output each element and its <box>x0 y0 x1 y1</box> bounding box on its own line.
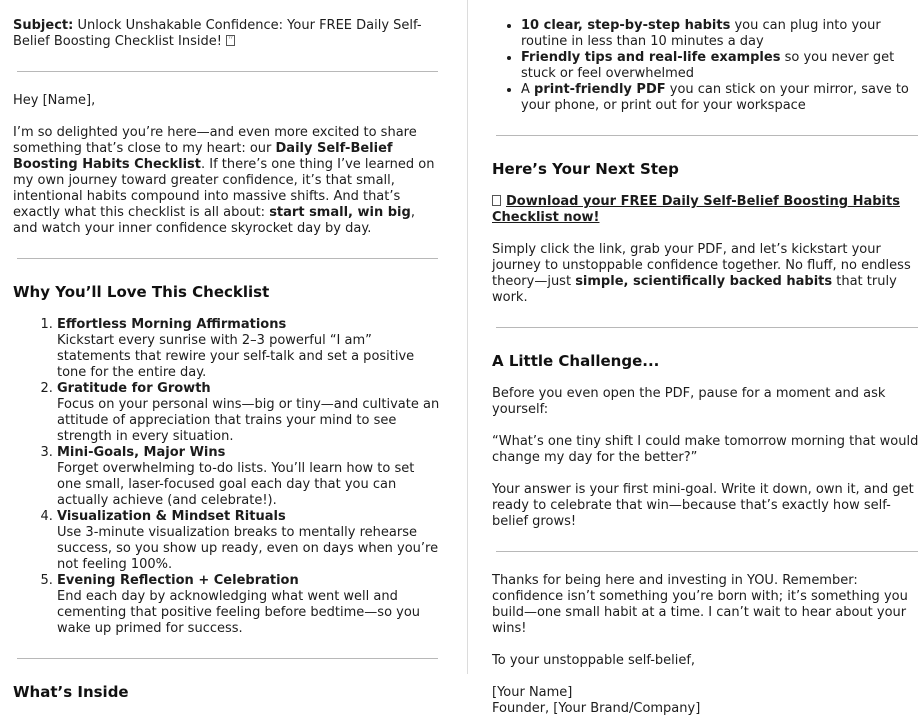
subject-text: Unlock Unshakable Confidence: Your FREE Daily Self-Belief Boosting Checklist Inside! <box>13 18 422 49</box>
signoff: To your unstoppable self-belief, <box>492 653 696 668</box>
list-item-body: Forget overwhelming to-do lists. You’ll learn how to set one small, laser-focused goal each day that you can actually achieve (and celebrate!). <box>57 461 415 508</box>
list-item-title: Effortless Morning Affirmations <box>57 317 287 332</box>
intro-text: I’m so delighted you’re here—and even more excited to share something that’s close to my heart: our <box>13 125 417 156</box>
bullet-text: A <box>521 82 535 97</box>
divider-rule <box>496 551 918 552</box>
challenge-quote: “What’s one tiny shift I could make tomorrow morning that would change my day for the better?” <box>492 434 919 465</box>
whats-inside-heading: What’s Inside <box>13 683 129 701</box>
list-item-title: Visualization & Mindset Rituals <box>57 509 286 524</box>
divider-rule <box>17 258 438 259</box>
list-item <box>521 50 922 82</box>
list-item-body: Focus on your personal wins—big or tiny—and cultivate an attitude of appreciation that trains your mind to see strength in every situation. <box>57 397 440 444</box>
intro-bold-start-small: start small, win big <box>269 205 411 220</box>
divider-rule <box>496 327 918 328</box>
left-column <box>0 0 468 701</box>
list-item <box>521 82 922 114</box>
intro-text: , and watch your inner confidence skyrocket day by day. <box>13 205 415 236</box>
bullet-text: you can stick on your mirror, save to your phone, or print out for your workspace <box>521 82 909 113</box>
subject-line <box>13 18 442 50</box>
bullet-text: so you never get stuck or feel overwhelmed <box>521 50 895 81</box>
challenge-intro: Before you even open the PDF, pause for a moment and ask yourself: <box>492 386 886 417</box>
intro-bold-checklist-name: Daily Self-Belief Boosting Habits Checklist <box>13 141 393 172</box>
list-item-title: Gratitude for Growth <box>57 381 211 396</box>
bullet-bold-text: Friendly tips and real-life examples <box>521 50 781 65</box>
whats-inside-list <box>492 18 922 114</box>
divider-rule <box>17 71 438 72</box>
list-item <box>57 573 442 637</box>
list-item <box>521 18 922 50</box>
bullet-bold-text: 10 clear, step-by-step habits <box>521 18 731 33</box>
simply-bold-habits: simple, scientifically backed habits <box>575 274 833 289</box>
right-column <box>468 0 924 716</box>
why-list <box>13 317 442 637</box>
intro-text: . If there’s one thing I’ve learned on my own journey toward greater confidence, it’s that small, intentional habits compound into massive shifts. And that’s exactly what this checklist is all about: <box>13 157 435 220</box>
challenge-followup: Your answer is your first mini-goal. Write it down, own it, and get ready to celebrate that win—because that’s exactly how self-belief grows! <box>492 482 914 529</box>
next-step-heading: Here’s Your Next Step <box>492 160 679 178</box>
challenge-heading: A Little Challenge... <box>492 352 660 370</box>
why-heading: Why You’ll Love This Checklist <box>13 283 270 301</box>
list-item <box>57 445 442 509</box>
list-item-body: End each day by acknowledging what went well and cementing that positive feeling before bedtime—so you wake up primed for success. <box>57 589 421 636</box>
simply-paragraph <box>492 242 922 306</box>
list-item-title: Mini-Goals, Major Wins <box>57 445 226 460</box>
divider-rule <box>17 658 438 659</box>
simply-text: that truly work. <box>492 274 897 305</box>
list-item <box>57 509 442 573</box>
signature-name: [Your Name] <box>492 685 573 700</box>
signature-title: Founder, [Your Brand/Company] <box>492 701 701 716</box>
thanks-paragraph: Thanks for being here and investing in YOU. Remember: confidence isn’t something you’re born with; it’s something you build—one small habit at a time. I can’t wait to hear about your wins! <box>492 573 908 636</box>
intro-paragraph <box>13 125 442 237</box>
list-item-title: Evening Reflection + Celebration <box>57 573 299 588</box>
list-item-body: Use 3-minute visualization breaks to mentally rehearse success, so you show up ready, even on days when you’re not feeling 100%. <box>57 525 439 572</box>
download-link-paragraph <box>492 194 922 226</box>
simply-text: Simply click the link, grab your PDF, and let’s kickstart your journey to unstoppable confidence together. No fluff, no endless theory—just <box>492 242 911 289</box>
list-item <box>57 381 442 445</box>
missing-emoji-glyph-icon <box>492 195 501 206</box>
list-item-body: Kickstart every sunrise with 2–3 powerful “I am” statements that rewire your self-talk and set a positive tone for the entire day. <box>57 333 415 380</box>
list-item <box>57 317 442 381</box>
download-checklist-link[interactable]: Download your FREE Daily Self-Belief Boosting Habits Checklist now! <box>492 194 900 225</box>
signature-block <box>492 685 922 717</box>
subject-label: Subject: <box>13 18 74 33</box>
bullet-bold-text: print-friendly PDF <box>534 82 666 97</box>
bullet-text: you can plug into your routine in less than 10 minutes a day <box>521 18 881 49</box>
greeting: Hey [Name], <box>13 93 96 108</box>
divider-rule <box>496 135 918 136</box>
missing-emoji-glyph-icon: ?? <box>226 35 235 46</box>
